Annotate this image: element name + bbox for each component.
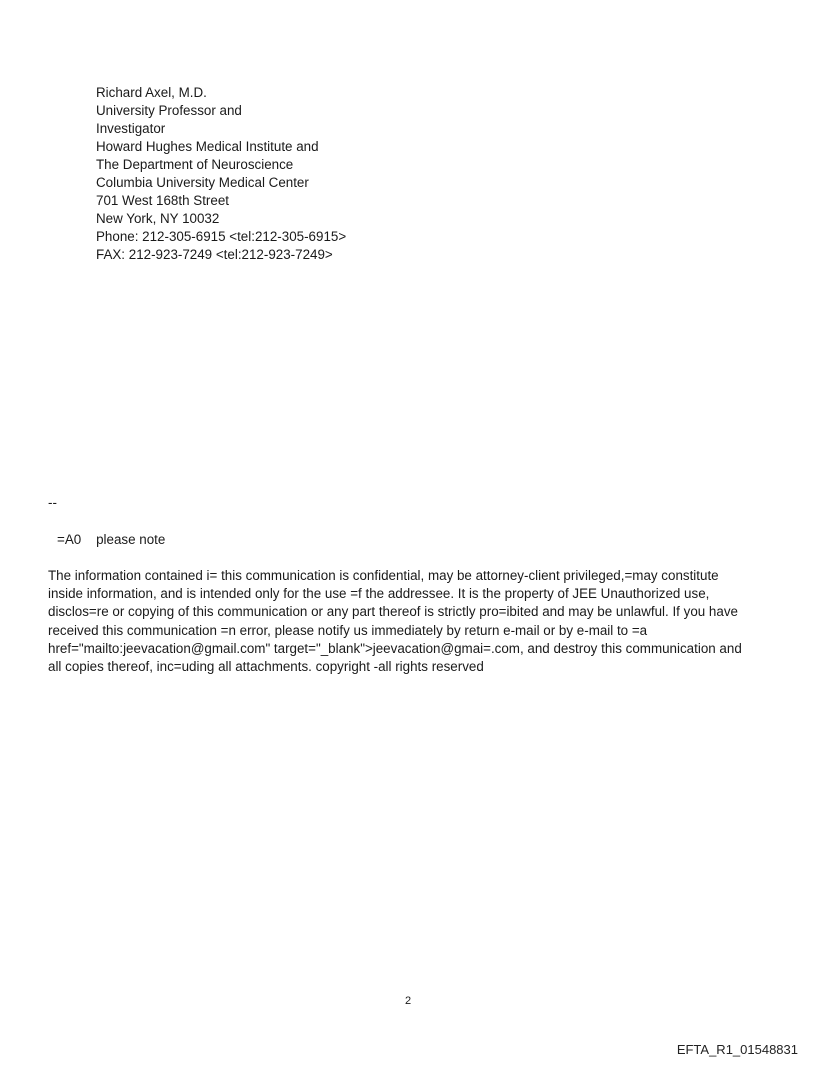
signature-fax: FAX: 212-923-7249 <tel:212-923-7249> <box>96 247 333 262</box>
signature-title: University Professor and <box>96 103 242 118</box>
signature-separator: -- <box>48 495 57 510</box>
page-number: 2 <box>404 995 412 1007</box>
disclaimer-line: href="mailto:jeevacation@gmail.com" target="_blank">jeevacation@gmai=.com, and destroy this communication and <box>48 640 742 656</box>
disclaimer-line: inside information, and is intended only for the use =f the addressee. It is the property of JEE Unauthorized use, <box>48 586 710 602</box>
disclaimer-line: received this communication =n error, please notify us immediately by return e-mail or by e-mail to =a <box>48 622 648 638</box>
signature-title-cont: Investigator <box>96 121 166 136</box>
signature-institute: Howard Hughes Medical Institute and <box>96 139 319 154</box>
disclaimer-line: disclos=re or copying of this communication or any part thereof is strictly pro=ibited and may be unlawful. If you have <box>48 604 738 620</box>
disclaimer-line: all copies thereof, inc=uding all attachments. copyright -all rights reserved <box>48 659 484 675</box>
signature-phone: Phone: 212-305-6915 <tel:212-305-6915> <box>96 229 347 244</box>
signature-department: The Department of Neuroscience <box>96 157 294 172</box>
signature-name: Richard Axel, M.D. <box>96 85 207 100</box>
signature-city: New York, NY 10032 <box>96 211 220 226</box>
please-note-line: =A0 please note <box>57 532 166 547</box>
signature-organization: Columbia University Medical Center <box>96 175 309 190</box>
confidentiality-disclaimer <box>48 567 768 676</box>
email-signature-block <box>96 84 346 264</box>
signature-street: 701 West 168th Street <box>96 193 229 208</box>
document-id: EFTA_R1_01548831 <box>676 1042 798 1057</box>
disclaimer-line: The information contained i= this communication is confidential, may be attorney-client privileged,=may constitute <box>48 568 719 583</box>
